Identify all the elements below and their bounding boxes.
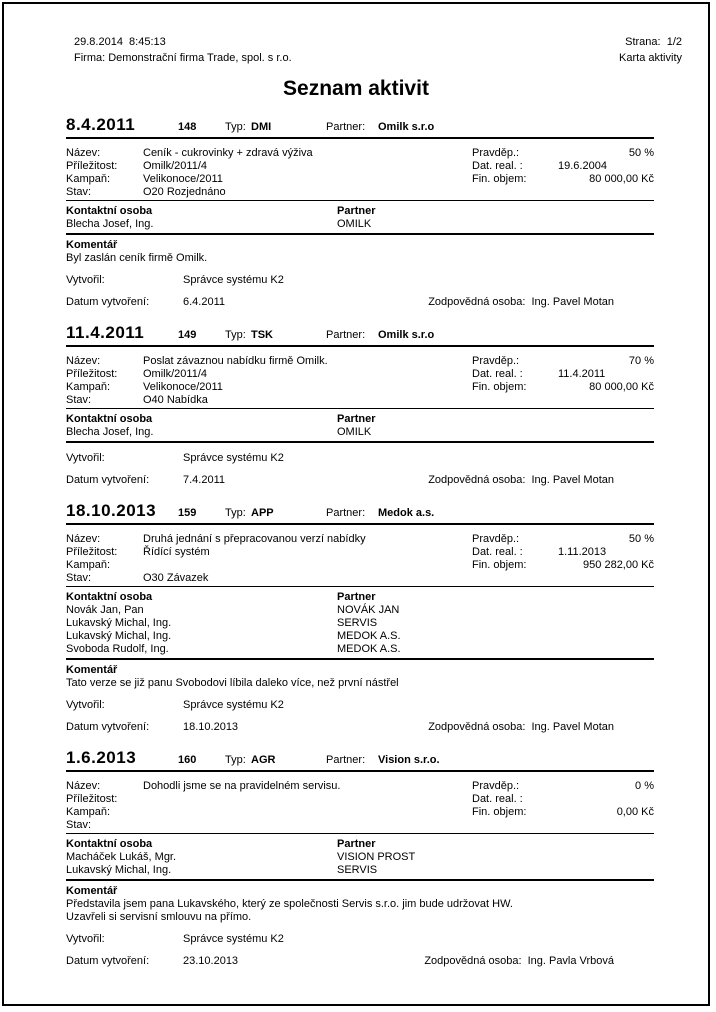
zodpovedna-label: Zodpovědná osoba: — [428, 721, 526, 733]
nazev-label: Název: — [66, 533, 101, 545]
contact-partner: SERVIS — [337, 864, 378, 876]
pravdep-label: Pravděp.: — [472, 147, 520, 159]
dat-real-label: Dat. real. : — [472, 546, 523, 558]
contact-row — [66, 851, 654, 864]
pravdep-label: Pravděp.: — [472, 780, 520, 792]
fin-objem-value: 80 000,00 Kč — [589, 381, 654, 393]
typ-label: Typ: — [225, 121, 246, 133]
comment-line: Tato verze se již panu Svobodovi líbila daleko více, než první nástřel — [66, 677, 399, 689]
activity-date: 8.4.2011 — [66, 115, 136, 134]
fin-objem-label: Fin. objem: — [472, 381, 527, 393]
partner-label: Partner: — [326, 329, 366, 341]
firma-line: Firma: Demonstrační firma Trade, spol. s r.o. — [74, 52, 292, 64]
typ-label: Typ: — [225, 507, 246, 519]
zodpovedna-osoba — [428, 721, 654, 734]
contact-person: Lukavský Michal, Ing. — [66, 617, 172, 629]
activity-typ: APP — [251, 507, 274, 519]
activity-partner: Omilk s.r.o — [378, 121, 435, 133]
contact-row — [66, 864, 654, 877]
partner-label: Partner: — [326, 121, 366, 133]
dat-real-label: Dat. real. : — [472, 368, 523, 380]
nazev-value: Dohodli jsme se na pravidelném servisu. — [143, 780, 341, 792]
page-title: Seznam aktivit — [283, 77, 429, 100]
zodpovedna-osoba — [428, 474, 654, 487]
stav-label: Stav: — [66, 186, 92, 198]
partner-label: Partner: — [326, 754, 366, 766]
vytvoril-value: Správce systému K2 — [183, 452, 284, 464]
contact-person: Blecha Josef, Ing. — [66, 218, 154, 230]
nazev-value: Poslat závaznou nabídku firmě Omilk. — [143, 355, 328, 367]
partner-label: Partner: — [326, 507, 366, 519]
nazev-label: Název: — [66, 355, 101, 367]
fin-objem-label: Fin. objem: — [472, 173, 527, 185]
activity-partner: Omilk s.r.o — [378, 329, 435, 341]
prilezitost-value: Řídící systém — [143, 546, 210, 558]
contact-row — [66, 426, 654, 439]
dat-real-label: Dat. real. : — [472, 793, 523, 805]
report-header — [74, 34, 682, 66]
activity-date: 18.10.2013 — [66, 501, 157, 520]
pravdep-label: Pravděp.: — [472, 355, 520, 367]
kontaktni-osoba-header: Kontaktní osoba — [66, 413, 153, 425]
divider — [66, 408, 654, 409]
contact-person: Svoboda Rudolf, Ing. — [66, 643, 169, 655]
divider — [66, 833, 654, 834]
activity-typ: DMI — [251, 121, 272, 133]
contact-partner: MEDOK A.S. — [337, 630, 401, 642]
kampan-label: Kampaň: — [66, 173, 111, 185]
activity-header — [66, 323, 654, 344]
stav-value: O20 Rozjednáno — [143, 186, 226, 198]
vytvoril-value: Správce systému K2 — [183, 274, 284, 286]
dat-real-label: Dat. real. : — [472, 160, 523, 172]
comment-line: Představila jsem pana Lukavského, který ze společnosti Servis s.r.o. jim bude udržovat HW. — [66, 898, 513, 910]
report-page — [2, 2, 710, 1006]
activity-number: 159 — [178, 507, 197, 519]
activity-number: 148 — [178, 121, 197, 133]
datum-vytvoreni-label: Datum vytvoření: — [66, 955, 150, 967]
fin-objem-label: Fin. objem: — [472, 559, 527, 571]
comment-section — [66, 885, 654, 924]
pravdep-label: Pravděp.: — [472, 533, 520, 545]
fin-objem-value: 0,00 Kč — [616, 806, 654, 818]
nazev-label: Název: — [66, 780, 101, 792]
partner-column-header: Partner — [337, 413, 376, 425]
kampan-label: Kampaň: — [66, 806, 111, 818]
prilezitost-label: Příležitost: — [66, 546, 118, 558]
contact-partner: OMILK — [337, 426, 372, 438]
activity-partner: Medok a.s. — [378, 507, 435, 519]
contact-person: Blecha Josef, Ing. — [66, 426, 154, 438]
fin-objem-value: 950 282,00 Kč — [583, 559, 654, 571]
activity-typ: TSK — [251, 329, 273, 341]
dat-real-value: 11.4.2011 — [558, 368, 606, 380]
activity-block — [66, 323, 654, 487]
kontaktni-osoba-header: Kontaktní osoba — [66, 591, 153, 603]
contact-row — [66, 617, 654, 630]
stav-value: O40 Nabídka — [143, 394, 208, 406]
contact-partner: VISION PROST — [337, 851, 416, 863]
nazev-value: Druhá jednání s přepracovanou verzí nabídky — [143, 533, 366, 545]
report-content — [66, 115, 654, 968]
comment-section — [66, 239, 654, 265]
contact-row — [66, 643, 654, 656]
datum-vytvoreni-label: Datum vytvoření: — [66, 721, 150, 733]
contacts-table — [66, 591, 654, 656]
comment-section — [66, 664, 654, 690]
datum-vytvoreni-label: Datum vytvoření: — [66, 296, 150, 308]
contacts-table — [66, 838, 654, 877]
zodpovedna-value: Ing. Pavla Vrbová — [527, 955, 614, 967]
stav-label: Stav: — [66, 819, 92, 831]
kontaktni-osoba-header: Kontaktní osoba — [66, 838, 153, 850]
activity-fields — [66, 533, 654, 585]
activity-date: 1.6.2013 — [66, 748, 137, 767]
pravdep-value: 50 % — [628, 147, 654, 159]
activity-typ: AGR — [251, 754, 276, 766]
report-datetime: 29.8.2014 8:45:13 — [74, 36, 166, 48]
contact-person: Novák Jan, Pan — [66, 604, 144, 616]
contact-partner: OMILK — [337, 218, 372, 230]
zodpovedna-value: Ing. Pavel Motan — [531, 296, 614, 308]
datum-vytvoreni-label: Datum vytvoření: — [66, 474, 150, 486]
partner-column-header: Partner — [337, 205, 376, 217]
divider — [66, 233, 654, 235]
dat-real-value: 19.6.2004 — [558, 160, 607, 172]
datum-vytvoreni-value: 23.10.2013 — [183, 955, 239, 967]
contact-partner: SERVIS — [337, 617, 378, 629]
fin-objem-value: 80 000,00 Kč — [589, 173, 654, 185]
contact-person: Lukavský Michal, Ing. — [66, 630, 172, 642]
pravdep-value: 50 % — [628, 533, 654, 545]
typ-label: Typ: — [225, 329, 246, 341]
stav-value: O30 Závazek — [143, 572, 209, 584]
contact-row — [66, 630, 654, 643]
zodpovedna-label: Zodpovědná osoba: — [428, 474, 526, 486]
comment-line: Uzavřeli si servisní smlouvu na přímo. — [66, 911, 252, 923]
vytvoril-value: Správce systému K2 — [183, 699, 284, 711]
partner-column-header: Partner — [337, 838, 376, 850]
contacts-table — [66, 413, 654, 439]
zodpovedna-osoba — [424, 955, 654, 968]
nazev-label: Název: — [66, 147, 101, 159]
prilezitost-value: Omilk/2011/4 — [143, 160, 207, 172]
divider — [66, 200, 654, 201]
partner-column-header: Partner — [337, 591, 376, 603]
comment-line: Byl zaslán ceník firmě Omilk. — [66, 252, 208, 264]
activity-number: 149 — [178, 329, 197, 341]
activity-fields — [66, 355, 654, 407]
prilezitost-label: Příležitost: — [66, 160, 118, 172]
stav-label: Stav: — [66, 394, 92, 406]
activity-fields — [66, 780, 654, 832]
divider — [66, 345, 654, 347]
kampan-value: Velikonoce/2011 — [143, 173, 223, 185]
contact-partner: NOVÁK JAN — [337, 604, 400, 616]
activity-header — [66, 501, 654, 522]
activity-date: 11.4.2011 — [66, 323, 145, 342]
kampan-value: Velikonoce/2011 — [143, 381, 223, 393]
divider — [66, 523, 654, 525]
nazev-value: Ceník - cukrovinky + zdravá výživa — [143, 147, 313, 159]
divider — [66, 586, 654, 587]
activity-header — [66, 115, 654, 136]
pravdep-value: 0 % — [635, 780, 654, 792]
activity-block — [66, 748, 654, 968]
divider — [66, 441, 654, 443]
divider — [66, 770, 654, 772]
komentar-header: Komentář — [66, 239, 118, 251]
activity-block — [66, 501, 654, 734]
contact-row — [66, 218, 654, 231]
vytvoril-label: Vytvořil: — [66, 933, 105, 945]
kampan-label: Kampaň: — [66, 381, 111, 393]
activity-fields — [66, 147, 654, 199]
prilezitost-label: Příležitost: — [66, 793, 118, 805]
zodpovedna-label: Zodpovědná osoba: — [428, 296, 526, 308]
datum-vytvoreni-value: 18.10.2013 — [183, 721, 239, 733]
prilezitost-label: Příležitost: — [66, 368, 118, 380]
vytvoril-label: Vytvořil: — [66, 452, 105, 464]
activity-block — [66, 115, 654, 309]
zodpovedna-value: Ing. Pavel Motan — [531, 721, 614, 733]
kontaktni-osoba-header: Kontaktní osoba — [66, 205, 153, 217]
divider — [66, 879, 654, 881]
stav-label: Stav: — [66, 572, 92, 584]
activity-number: 160 — [178, 754, 197, 766]
dat-real-value — [558, 793, 654, 806]
kampan-label: Kampaň: — [66, 559, 111, 571]
komentar-header: Komentář — [66, 664, 118, 676]
komentar-header: Komentář — [66, 885, 118, 897]
divider — [66, 137, 654, 139]
pravdep-value: 70 % — [628, 355, 654, 367]
zodpovedna-label: Zodpovědná osoba: — [424, 955, 522, 967]
datum-vytvoreni-value: 6.4.2011 — [183, 296, 226, 308]
vytvoril-label: Vytvořil: — [66, 699, 105, 711]
vytvoril-label: Vytvořil: — [66, 274, 105, 286]
zodpovedna-osoba — [428, 296, 654, 309]
typ-label: Typ: — [225, 754, 246, 766]
activity-header — [66, 748, 654, 769]
prilezitost-value: Omilk/2011/4 — [143, 368, 207, 380]
report-type: Karta aktivity — [619, 52, 682, 64]
dat-real-value: 1.11.2013 — [558, 546, 607, 558]
contact-person: Lukavský Michal, Ing. — [66, 864, 172, 876]
page-number: Strana: 1/2 — [625, 36, 682, 48]
zodpovedna-value: Ing. Pavel Motan — [531, 474, 614, 486]
vytvoril-value: Správce systému K2 — [183, 933, 284, 945]
datum-vytvoreni-value: 7.4.2011 — [183, 474, 226, 486]
contacts-table — [66, 205, 654, 231]
contact-person: Macháček Lukáš, Mgr. — [66, 851, 177, 863]
contact-row — [66, 604, 654, 617]
fin-objem-label: Fin. objem: — [472, 806, 527, 818]
activity-partner: Vision s.r.o. — [378, 754, 440, 766]
divider — [66, 658, 654, 660]
contact-partner: MEDOK A.S. — [337, 643, 401, 655]
